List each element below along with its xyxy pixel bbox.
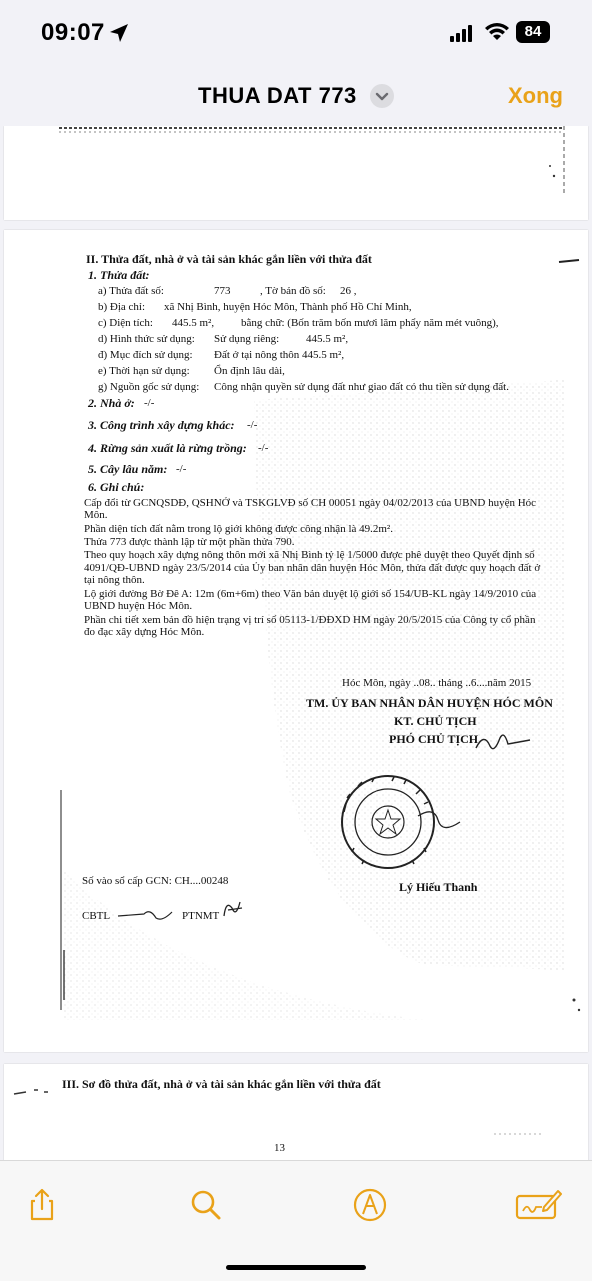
note-line: Thửa 773 được thành lập từ một phần thửa 790.	[84, 536, 295, 548]
home-indicator	[226, 1265, 366, 1270]
wifi-icon	[484, 22, 510, 42]
section-title: II. Thửa đất, nhà ở và tài sản khác gắn liền với thửa đất	[86, 252, 372, 266]
note-line: UBND huyện Hóc Môn.	[84, 600, 193, 612]
done-button[interactable]: Xong	[508, 83, 563, 108]
signatory-kt: KT. CHỦ TỊCH	[394, 714, 477, 728]
note-line: Theo quy hoạch xây dựng nông thôn mới xã Nhị Bình tỷ lệ 1/5000 được phê duyệt theo Quyết định số	[84, 549, 535, 561]
signatory-org: TM. ỦY BAN NHÂN DÂN HUYỆN HÓC MÔN	[306, 696, 553, 710]
ptnmt-initials	[220, 896, 246, 922]
notes-heading: 6. Ghi chú:	[88, 480, 145, 494]
status-bar	[0, 0, 592, 64]
markup-button[interactable]	[350, 1185, 390, 1225]
note-line: tại nông thôn.	[84, 574, 145, 586]
date-line: Hóc Môn, ngày ..08.. tháng ..6....năm 2015	[342, 677, 532, 689]
cbtl-initials	[116, 904, 176, 924]
search-icon	[186, 1185, 226, 1225]
note-line: Cấp đổi từ GCNQSDĐ, QSHNỞ và TSKGLVĐ số CH 00051 ngày 04/02/2013 của UBND huyện Hóc	[84, 497, 537, 509]
official-seal	[334, 768, 464, 876]
document-page-next	[4, 1064, 588, 1160]
signatory-name: Lý Hiếu Thanh	[399, 880, 478, 894]
ptnmt-label: PTNMT	[182, 910, 220, 922]
battery-indicator: 84	[516, 21, 550, 43]
document-page-previous	[4, 126, 588, 220]
chevron-down-icon	[370, 84, 394, 108]
note-line: 4091/QĐ-UBND ngày 23/5/2014 của Ủy ban nhân dân huyện Hóc Môn, thửa đất được quy hoạch đất ở	[84, 562, 541, 574]
registry-line: Số vào sổ cấp GCN: CH....00248	[82, 875, 229, 887]
search-button[interactable]	[186, 1185, 226, 1225]
scan-border-lines	[4, 126, 588, 220]
page-number: 13	[274, 1142, 285, 1154]
note-line: Lộ giới đường Bờ Đê A: 12m (6m+6m) theo Văn bản duyệt lộ giới số 154/UB-KL ngày 14/9/2010 của	[84, 588, 537, 600]
document-viewer[interactable]	[0, 126, 592, 1160]
signature-button[interactable]	[514, 1185, 562, 1225]
signatory-title: PHÓ CHỦ TỊCH	[389, 732, 479, 746]
document-page-current: II. Thửa đất, nhà ở và tài sản khác gắn liền với thửa đất 1. Thửa đất: a) Thửa đất số: 773 , Tờ bản đồ số: 26 , b) Địa chỉ: xã Nhị Bình, huyện Hóc Môn, Thành phố Hồ Chí Minh, c) Diện tích: 445.5 m², bằng chữ: (Bốn trăm bốn mươi lăm phẩy năm mét vuông), d) Hình thức sử dụng: Sử dụng riêng: 445.5 m², đ) Mục đích sử dụng: Đất ở tại nông thôn 445.5 m², e) Thời hạn sử dụng: Ổn định lâu dài, g) Nguồn gốc sử dụng: Công nhận quyền sử dụng đất như giao đất có thu tiền sử dụng đất. 2. Nhà ở: -/- 3. Công trình xây dựng khác: -/- 4. Rừng sản xuất là rừng trồng: -/- 5. Cây lâu năm: -/- 6. Ghi chú: Cấp đổi từ GCNQSDĐ, QSHNỞ và TSKGLVĐ số CH 00051 ngày 04/02/2013 của UBND huyện Hóc Môn. Phần diện tích đất nằm trong lộ giới không được công nhận là 49.2m². Thửa 773 được thành lập từ một phần thửa 790. Theo quy hoạch xây dựng nông thôn mới xã Nhị Bình tỷ lệ 1/5000 được phê duyệt theo Quyết định số 4091/QĐ-UBND ngày 23/5/2014 của Ủy ban nhân dân huyện Hóc Môn, thửa đất được quy hoạch đất ở tại nông thôn. Lộ giới đường Bờ Đê A: 12m (6m+6m) theo Văn bản duyệt lộ giới số 154/UB-KL ngày 14/9/2010 của UBND huyện Hóc Môn. Phần chi tiết xem bản đồ hiện trạng vị trí số 05113-1/ĐĐXD HM ngày 20/5/2015 của Công ty cổ phần đo đạc xây dựng Hóc Môn. Hóc Môn, ngày ..08.. tháng ..6....năm 2015 TM. ỦY BAN NHÂN DÂN HUYỆN HÓC MÔN KT. CHỦ TỊCH PHÓ CHỦ TỊCH Lý Hiếu Thanh Số vào sổ cấp GCN: CH....00248 CBTL PTNMT	[4, 230, 588, 1052]
cellular-signal-icon	[450, 24, 478, 42]
document-title[interactable]: THUA DAT 773	[198, 83, 357, 108]
note-line: đo đạc xây dựng Hóc Môn.	[84, 626, 205, 638]
location-arrow-icon	[108, 22, 130, 44]
markup-icon	[350, 1185, 390, 1225]
note-line: Phần diện tích đất nằm trong lộ giới không được công nhận là 49.2m².	[84, 523, 393, 535]
share-icon	[22, 1185, 62, 1225]
share-button[interactable]	[22, 1185, 62, 1225]
handwritten-signature	[474, 728, 534, 756]
cbtl-label: CBTL	[82, 910, 111, 922]
note-line: Môn.	[84, 509, 108, 521]
note-line: Phần chi tiết xem bản đồ hiện trạng vị trí số 05113-1/ĐĐXD HM ngày 20/5/2015 của Công ty cổ phần	[84, 614, 536, 626]
title-menu-button[interactable]	[370, 84, 394, 108]
bottom-toolbar	[0, 1160, 592, 1281]
land-heading: 1. Thửa đất:	[88, 268, 150, 282]
section3-title: III. Sơ đồ thửa đất, nhà ở và tài sản khác gắn liền với thửa đất	[62, 1077, 381, 1091]
signature-icon	[514, 1185, 562, 1225]
status-time: 09:07	[41, 19, 105, 46]
